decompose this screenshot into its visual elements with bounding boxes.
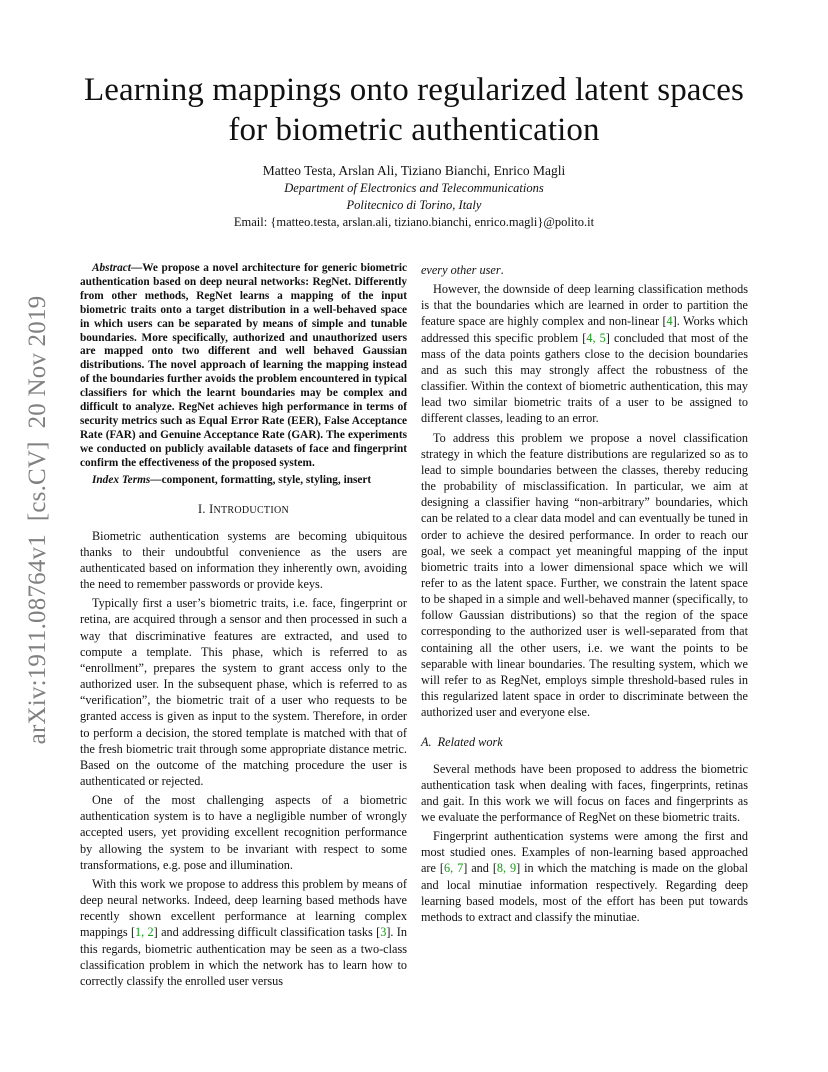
intro-p5-text-a: However, the downside of deep learning classification methods is that the boundaries which are learned in order to partition the feature space are highly complex and non-linear	[421, 282, 748, 329]
intro-paragraph-6: To address this problem we propose a novel classification strategy in which the feature distributions are regularized so as to lead to simple boundaries between the classes, thereby reducing the probability of misclassification. In particular, we aim at designing a classifier having “non-arbitrary” boundaries, which can be related to a clear data model and can eventually be tuned in order to achieve the desired performance. In order to reach our goal, we seek a compact yet meaningful mapping of the input biometric traits into a lower dimensional space which we will refer to as the latent space. Further, we constrain the latent space to be shaped in a simple and well-behaved manner (specifically, to follow Gaussian distributions) so that the region of the space corresponding to the authorized user is well-separated from that containing all the other users, i.e. we want the points to be separable with linear boundaries. The resulting system, which we will refer to as RegNet, employs simple threshold-based rules in this regularized latent space in order to discriminate between the authorized user and everyone else.	[421, 430, 748, 720]
title-line-1: Learning mappings onto regularized latent spaces	[84, 72, 744, 108]
related-p2-text-a: Fingerprint authentication systems were among the first and most studied ones. Examples of non-learning based approached are	[421, 829, 748, 876]
author-names: Matteo Testa, Arslan Ali, Tiziano Bianchi, Enrico Magli	[262, 163, 566, 178]
abstract-label: Abstract	[92, 262, 131, 274]
related-paragraph-2	[421, 828, 748, 925]
intro-paragraph-4	[80, 876, 407, 989]
intro-p4-text-b: and addressing difficult classification tasks	[157, 925, 377, 940]
title-line-2: for biometric authentication	[228, 112, 600, 148]
intro-p5-text-c: concluded that most of the mass of the data points gathers close to the decision boundaries and as such this may strongly affect the robustness of the classifier. Within the context of biometric authentication, this may lead two similar biometric traits of a user to be assigned to different classes, leading to an error.	[421, 330, 748, 426]
abstract	[80, 262, 407, 471]
intro-p5-text-b: . Works which addressed this specific problem	[421, 314, 748, 345]
abstract-text: —We propose a novel architecture for generic biometric authentication based on deep neural networks: RegNet. Differently from other methods, RegNet learns a mapping of the input biometric traits onto a target distribution in a well-behaved space in which users can be separated by means of simple and tunable boundaries. More specifically, authorized and unauthorized users are mapped onto two different and well behaved Gaussian distributions. The novel approach of learning the mapping instead of the boundaries further avoids the problem encountered in typical classifiers for which the learnt boundaries may be complex and difficult to analyze. RegNet achieves high performance in terms of security metrics such as Equal Error Rate (EER), False Acceptance Rate (FAR) and Genuine Acceptance Rate (GAR). The experiments we conducted on publicly available datasets of face and fingerprint confirm the effectiveness of the proposed system.	[80, 262, 407, 469]
citation-link[interactable]: [ 4, 5 ]	[582, 331, 610, 345]
citation-link[interactable]: [ 6, 7 ]	[440, 861, 467, 875]
right-column	[421, 262, 748, 925]
section-title-initial: I	[209, 501, 214, 516]
index-terms	[80, 474, 407, 488]
citation-link[interactable]: [ 1, 2 ]	[131, 925, 158, 939]
section-title-rest: NTRODUCTION	[213, 504, 290, 516]
index-terms-label: Index Terms	[92, 473, 151, 486]
index-terms-text: —component, formatting, style, styling, insert	[150, 473, 372, 486]
intro-paragraph-4-continued	[421, 262, 748, 278]
intro-p4-emphasis: every other user	[421, 263, 501, 277]
citation-link[interactable]: [ 8, 9 ]	[493, 861, 520, 875]
intro-p4-text-a: With this work we propose to address this problem by means of deep neural networks. Indeed, deep learning based methods have recently shown excellent performance at learning complex mappings	[80, 876, 407, 940]
intro-paragraph-2: Typically first a user’s biometric traits, i.e. face, fingerprint or retina, are acquired through a sensor and then processed in such a way that discriminative features are extracted, and used to compute a template. This phase, which is referred to as “enrollment”, prepares the system to grant access only to the authorized user. In the subsequent phase, which is referred to as “verification”, the biometric trait of a user who requests to be granted access is given as input to the system. Therefore, in order to perform a decision, the stored template is matched with that of the fresh biometric trait through some appropriate distance metric. Based on the outcome of the matching procedure the user is authenticated or rejected.	[80, 596, 407, 788]
arxiv-sidebar	[0, 280, 76, 760]
related-paragraph-1: Several methods have been proposed to address the biometric authentication task when dealing with faces, fingerprints, retinas and gait. In this work we will focus on faces and fingerprints as we evaluate the performance of RegNet on these biometric traits.	[421, 761, 748, 824]
citation-link[interactable]: [ 3 ]	[376, 925, 390, 939]
intro-p4-text-c: . In this regards, biometric authentication may be seen as a two-class classification problem in which the network has to learn how to correctly classify the enrolled user versus	[80, 925, 407, 988]
intro-paragraph-1: Biometric authentication systems are becoming ubiquitous thanks to their undoubtful convenience as the users are authenticated based on information they inherently own, avoiding the need to remember passwords or provide keys.	[80, 528, 407, 592]
section-heading-introduction	[80, 501, 407, 519]
related-p2-text-c: in which the matching is made on the global and local minutiae information respectively. Regarding deep learning based models, most of the effort has been put towards methods to extract and classify the minutiae.	[421, 861, 748, 924]
intro-paragraph-3: One of the most challenging aspects of a biometric authentication system is to have a negligible number of wrongly accepted users, yet providing excellent recognition performance by allowing the system to be invariant with respect to some transformations, e.g. pose and illumination.	[80, 793, 407, 872]
author-department: Department of Electronics and Telecommunications	[284, 181, 544, 195]
left-column	[80, 262, 407, 989]
intro-paragraph-5	[421, 281, 748, 426]
author-block	[40, 162, 788, 231]
arxiv-stamp: arXiv:1911.08764v1 [cs.CV] 20 Nov 2019	[24, 295, 51, 745]
intro-p4-text-d: .	[500, 263, 504, 277]
subsection-heading-related-work: A. Related work	[421, 735, 503, 750]
section-number: I.	[197, 501, 206, 516]
paper-title	[40, 70, 788, 150]
author-institution: Politecnico di Torino, Italy	[346, 198, 482, 212]
author-email: Email: {matteo.testa, arslan.ali, tiziano.bianchi, enrico.magli}@polito.it	[233, 215, 595, 229]
related-p2-text-b: and	[467, 861, 493, 876]
citation-link[interactable]: [ 4 ]	[662, 314, 676, 328]
